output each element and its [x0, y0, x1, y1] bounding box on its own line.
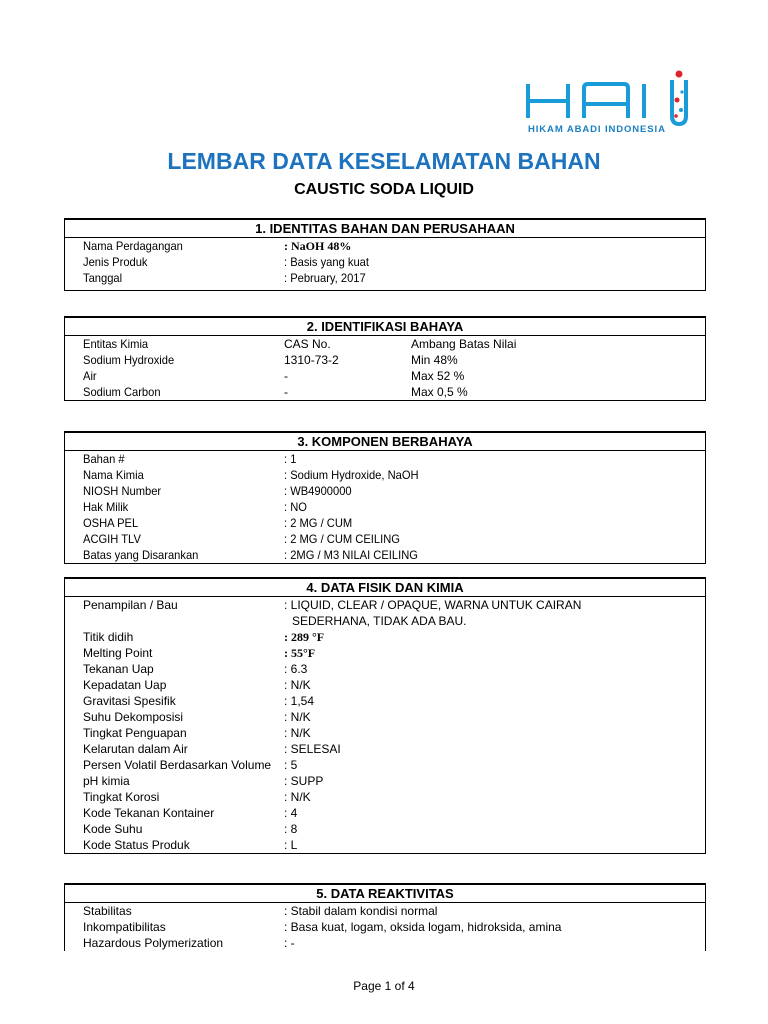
table-row: Kelarutan dalam Air : SELESAI — [83, 742, 341, 756]
table-row: Air - Max 52 % — [83, 369, 465, 383]
table-row: Titik didih : 289 °F — [83, 630, 325, 644]
section-heading: 5. DATA REAKTIVITAS — [65, 883, 705, 903]
table-row: Kepadatan Uap : N/K — [83, 678, 311, 692]
table-row: ACGIH TLV : 2 MG / CUM CEILING — [83, 532, 400, 546]
table-row: Tekanan Uap : 6.3 — [83, 662, 308, 676]
table-row: Suhu Dekomposisi : N/K — [83, 710, 311, 724]
table-row: OSHA PEL : 2 MG / CUM — [83, 516, 353, 530]
dot-icon — [676, 71, 683, 78]
section-identitas — [64, 218, 706, 291]
table-row: Bahan # : 1 — [83, 452, 297, 466]
table-row: Kode Suhu : 8 — [83, 822, 298, 836]
section-komponen-berbahaya — [64, 431, 706, 564]
section-data-fisik-kimia — [64, 577, 706, 854]
table-row: Batas yang Disarankan : 2MG / M3 NILAI CEILING — [83, 548, 418, 562]
table-row: Hazardous Polymerization : - — [83, 936, 295, 950]
document-title: LEMBAR DATA KESELAMATAN BAHAN — [167, 148, 601, 174]
document-subtitle: CAUSTIC SODA LIQUID — [294, 181, 474, 198]
section-data-reaktivitas — [64, 883, 706, 951]
table-row: Tingkat Penguapan : N/K — [83, 726, 311, 740]
table-row: Sodium Carbon - Max 0,5 % — [83, 385, 468, 399]
company-name: HIKAM ABADI INDONESIA — [528, 124, 666, 135]
table-row: Inkompatibilitas : Basa kuat, logam, oksida logam, hidroksida, amina — [83, 920, 562, 934]
table-row: Sodium Hydroxide 1310-73-2 Min 48% — [83, 353, 458, 367]
page-number: Page 1 of 4 — [353, 979, 415, 993]
table-row: Persen Volatil Berdasarkan Volume : 5 — [83, 758, 298, 772]
table-row: NIOSH Number : WB4900000 — [83, 484, 352, 498]
table-row: pH kimia : SUPP — [83, 774, 324, 788]
table-row: Tanggal : Pebruary, 2017 — [83, 271, 366, 285]
section-heading: 1. IDENTITAS BAHAN DAN PERUSAHAAN — [65, 218, 705, 238]
table-row: Entitas Kimia CAS No. Ambang Batas Nilai — [83, 337, 517, 351]
table-row: Kode Status Produk : L — [83, 838, 298, 852]
table-row: Stabilitas : Stabil dalam kondisi normal — [83, 904, 438, 918]
table-row: Tingkat Korosi : N/K — [83, 790, 311, 804]
table-row: Nama Perdagangan : NaOH 48% — [83, 239, 352, 253]
section-heading: 4. DATA FISIK DAN KIMIA — [65, 577, 705, 597]
table-row: SEDERHANA, TIDAK ADA BAU. — [292, 614, 467, 628]
table-row: Kode Tekanan Kontainer : 4 — [83, 806, 298, 820]
table-row: Hak Milik : NO — [83, 500, 307, 514]
table-row: Penampilan / Bau : LIQUID, CLEAR / OPAQUE, WARNA UNTUK CAIRAN — [83, 598, 582, 612]
section-heading: 2. IDENTIFIKASI BAHAYA — [65, 316, 705, 336]
section-identifikasi-bahaya — [64, 316, 706, 401]
table-row: Melting Point : 55°F — [83, 646, 316, 660]
section-heading: 3. KOMPONEN BERBAHAYA — [65, 431, 705, 451]
table-row: Nama Kimia : Sodium Hydroxide, NaOH — [83, 468, 419, 482]
table-row: Gravitasi Spesifik : 1,54 — [83, 694, 315, 708]
table-row: Jenis Produk : Basis yang kuat — [83, 255, 369, 269]
